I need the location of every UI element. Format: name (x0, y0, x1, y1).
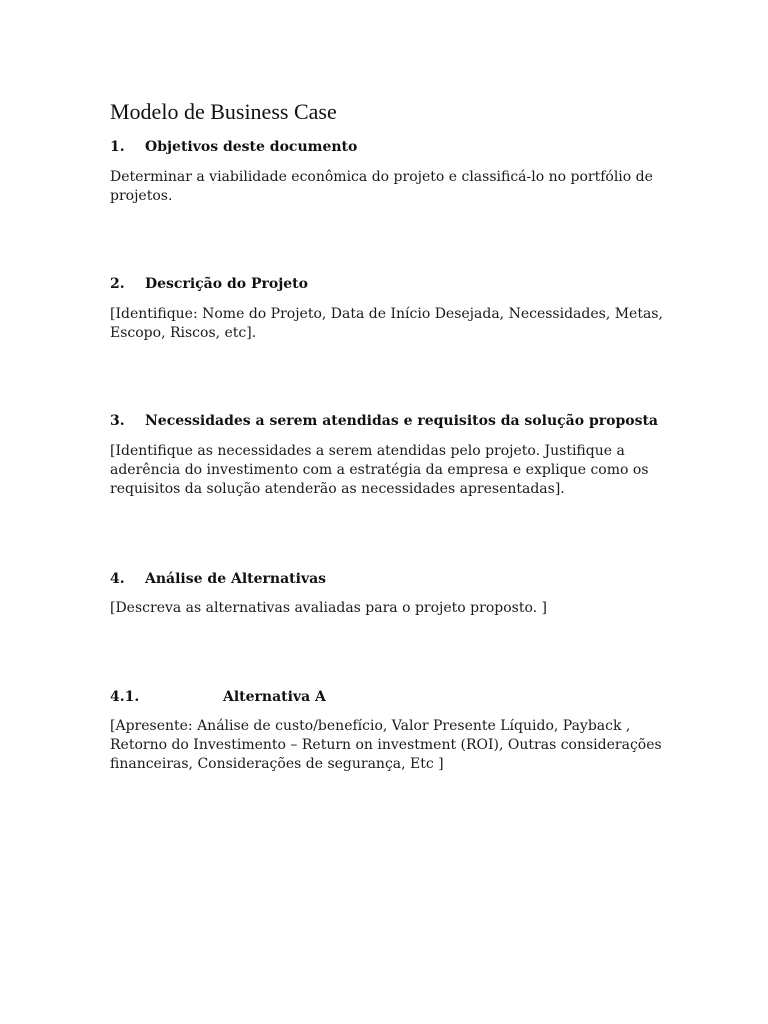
section-body-alternativa-a (110, 717, 670, 774)
body-line: [Apresente: Análise de custo/benefício, Valor Presente Líquido, Payback , (110, 718, 631, 734)
body-line: aderência do investimento com a estratégia da empresa e explique como os (110, 462, 649, 478)
section-title: Descrição do Projeto (145, 276, 308, 292)
section-title: Análise de Alternativas (145, 571, 327, 587)
section-body-descricao (110, 305, 670, 343)
section-body-objetivos (110, 168, 670, 206)
section-number: 1. (110, 139, 125, 155)
body-line: [Identifique as necessidades a serem atendidas pelo projeto. Justifique a (110, 443, 625, 459)
section-body-necessidades (110, 442, 670, 499)
section-title: Alternativa A (223, 689, 326, 705)
section-title: Objetivos deste documento (145, 139, 358, 155)
body-line: Retorno do Investimento – Return on investment (ROI), Outras considerações (110, 737, 662, 753)
body-line: Escopo, Riscos, etc]. (110, 325, 257, 341)
section-body-analise (110, 599, 670, 618)
section-number: 4.1. (110, 689, 140, 705)
body-line: projetos. (110, 188, 173, 204)
document-title: Modelo de Business Case (110, 99, 337, 124)
section-number: 4. (110, 571, 125, 587)
section-title: Necessidades a serem atendidas e requisitos da solução proposta (145, 413, 659, 429)
section-number: 2. (110, 276, 125, 292)
section-number: 3. (110, 413, 125, 429)
body-line: requisitos da solução atenderão as necessidades apresentadas]. (110, 481, 565, 497)
body-line: [Descreva as alternativas avaliadas para o projeto proposto. ] (110, 600, 548, 616)
body-line: Determinar a viabilidade econômica do projeto e classificá-lo no portfólio de (110, 169, 653, 185)
body-line: [Identifique: Nome do Projeto, Data de Início Desejada, Necessidades, Metas, (110, 306, 663, 322)
body-line: financeiras, Considerações de segurança, Etc ] (110, 756, 444, 772)
